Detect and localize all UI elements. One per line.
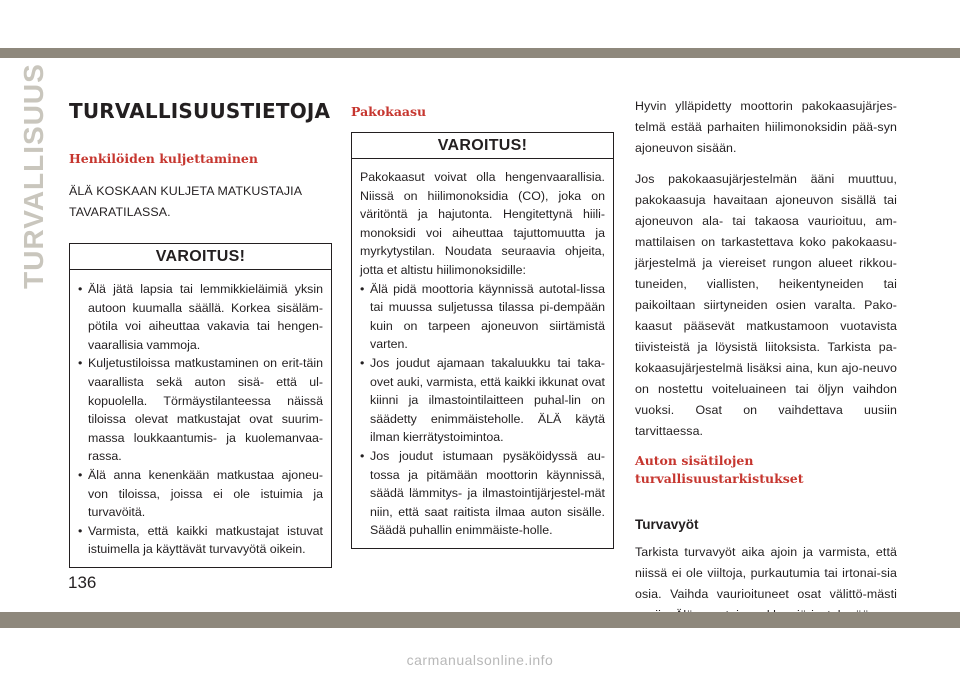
warning-list	[78, 280, 323, 559]
warning-title: VAROITUS!	[352, 133, 613, 159]
paragraph-exhaust-maintenance: Hyvin ylläpidetty moottorin pakokaasujärjes-telmä estää parhaiten hiilimonoksidin pää-syn ajoneuvon sisään.	[635, 99, 897, 155]
column-1	[69, 96, 332, 568]
warning-body	[70, 270, 331, 567]
warning-body	[352, 159, 613, 548]
section-side-tab	[14, 63, 54, 289]
warning-item: • Älä jätä lapsia tai lemmikkieläimiä yksin autoon kuumalla säällä. Korkea sisäläm-pötila voi aiheuttaa vakavia tai hengen-vaarallisia vammoja.	[78, 280, 323, 354]
warning-item: • Varmista, että kaikki matkustajat istuvat istuimella ja käyttävät turvavyötä oikein.	[78, 522, 323, 559]
top-band	[0, 48, 960, 58]
column-2	[351, 96, 614, 549]
watermark: carmanualsonline.info	[406, 652, 554, 668]
subheading-seatbelts: Turvavyöt	[635, 517, 699, 532]
warning-item: • Älä pidä moottoria käynnissä autotal-lissa tai muussa suljetussa tilassa pi-dempään kuin on tarpeen ajoneuvon siirtämistä varten.	[360, 280, 605, 354]
warning-item: • Jos joudut istumaan pysäköidyssä au-tossa ja pitämään moottorin käynnissä, säädä lämmitys- ja ilmastointijärjestel-mät niin, että saat raitista ilmaa auton sisälle. Säädä puhallin enimmäiste-holle.	[360, 447, 605, 540]
bottom-band	[0, 612, 960, 628]
subheading-exhaust: Pakokaasu	[351, 104, 427, 119]
subheading-passengers: Henkilöiden kuljettaminen	[69, 151, 258, 166]
warning-item: • Jos joudut ajamaan takaluukku tai taka-ovet auki, varmista, että kaikki ikkunat ovat kiinni ja ilmastointilaitteen puhal-lin on säädetty enimmäisteholle. ÄLÄ käytä ilman kierrätystoimintoa.	[360, 354, 605, 447]
page-number: 136	[68, 573, 97, 592]
page-title: TURVALLISUUSTIETOJA	[69, 99, 331, 123]
warning-item: • Kuljetustiloissa matkustaminen on erit-täin vaarallista sekä auton sisä- että ul-kopuolella. Törmäystilanteessa näissä tiloissa olevat matkustajat ovat suurim-massa loukkaantumis- ja kuolemanvaa-rassa.	[78, 354, 323, 466]
warning-title: VAROITUS!	[70, 244, 331, 270]
warning-intro: Pakokaasut voivat olla hengenvaarallisia. Niissä on hiilimonoksidia (CO), joka on väritöntä ja hajutonta. Hengitettynä hiili-monoksidi voi aiheuttaa tajuttomuutta ja myrkytystilan. Noudata seuraavia ohjeita, jotta et altistu hiilimonoksidille:	[360, 170, 605, 277]
warning-box-exhaust	[351, 132, 614, 549]
warning-box-passengers	[69, 243, 332, 568]
subheading-interior-checks: Auton sisätilojen turvallisuustarkistukset	[635, 453, 804, 486]
section-side-tab-label: TURVALLISUUS	[18, 63, 49, 289]
warning-item: • Älä anna kenenkään matkustaa ajoneu-von tiloissa, joissa ei ole istuimia ja turvavöitä.	[78, 466, 323, 522]
caps-notice: ÄLÄ KOSKAAN KULJETA MATKUSTAJIA TAVARATILASSA.	[69, 184, 302, 219]
warning-list	[360, 280, 605, 540]
paragraph-exhaust-inspection: Jos pakokaasujärjestelmän ääni muuttuu, pakokaasuja havaitaan ajoneuvon sisällä tai ajoneuvon ala- tai takaosa vaurioituu, am-mattilaisen on tarkastettava koko pakokaasu-järjestelmä ja viereiset rungon alueet rikkou-tuneiden, viallisten, heikentyneiden tai paikoiltaan siirtyneiden osien varalta. Pako-kaasut pääsevät matkustamoon vuotavista tiivisteistä ja löysistä liitoksista. Tarkista pa-kokaasujärjestelmä lisäksi aina, kun ajo-neuvo on nostettu voiteluaineen tai öljyn vaihdon vuoksi. Osat on vaihdettava uusiin tarvittaessa.	[635, 172, 897, 438]
paragraph-seatbelts: Tarkista turvavyöt aika ajoin ja varmista, että niissä ei ole viiltoja, purkautumia tai irtonai-sia osia. Vaihda vaurioituneet osat välittö-mästi	[635, 545, 897, 601]
column-3	[635, 96, 897, 626]
